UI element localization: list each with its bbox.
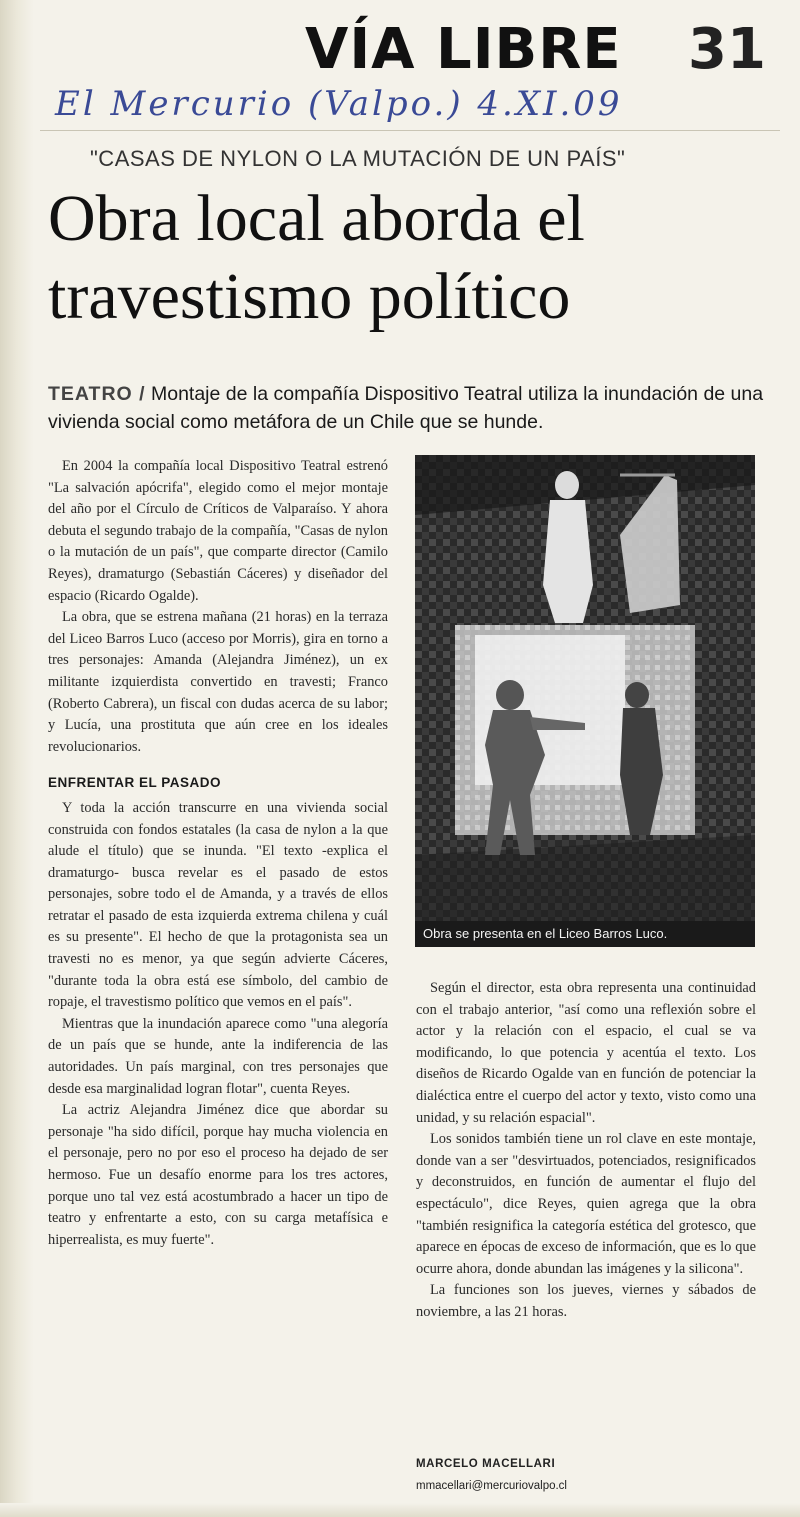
body-paragraph: La obra, que se estrena mañana (21 horas) en la terraza del Liceo Barros Luco (acceso por Morris), gira en torno a tres personajes: Amanda (Alejandra Jiménez), un ex militante izquierdista convertido en travesti; Franco (Roberto Cabrera), un fiscal con dudas acerca de su labor; y Lucía, una prostituta que aún cree en los ideales revolucionarios.	[48, 609, 388, 755]
author-email: mmacellari@mercuriovalpo.cl	[416, 1480, 567, 1492]
body-paragraph: Mientras que la inundación aparece como "una alegoría de un país que se hunde, ante la indiferencia de las autoridades. Un país marginal, con tres personajes que desde esa marginalidad logran flotar", cuenta Reyes.	[48, 1015, 388, 1097]
body-paragraph: La actriz Alejandra Jiménez dice que abordar su personaje "ha sido difícil, porque hay mucha violencia en el personaje, pero no por eso el proceso ha dejado de ser hermoso. Fue un desafío enorme para los tres actores, porque uno tal vez está acostumbrado a hacer un tipo de teatro y enfrentarte a esto, con su carga metafísica e hiperrealista, es muy fuerte".	[48, 1102, 388, 1248]
article-column-right	[416, 978, 756, 1324]
article-column-left	[48, 456, 388, 1251]
page-number: 31	[688, 17, 766, 82]
article-headline: Obra local aborda el travestismo político	[48, 182, 585, 333]
stage-photo-image	[415, 455, 755, 921]
photo-caption: Obra se presenta en el Liceo Barros Luco.	[415, 921, 755, 947]
article-subhead: ENFRENTAR EL PASADO	[48, 775, 222, 791]
body-paragraph: Los sonidos también tiene un rol clave en este montaje, donde van a ser "desvirtuados, potenciados, resignificados y deconstruidos, en función de aumentar el flujo del espectáculo", dice Reyes, quien agrega que la obra "también resignifica la categoría estética del grotesco, que aparece en épocas de exceso de información, que es lo que ocurre ahora, donde abundan las imágenes y la silicona".	[416, 1131, 756, 1277]
lede-text: Montaje de la compañía Dispositivo Teatral utiliza la inundación de una vivienda social como metáfora de un Chile que se hunde.	[48, 383, 764, 433]
handwritten-source-note: El Mercurio (Valpo.) 4.XI.09	[55, 84, 623, 124]
section-title: VÍA LIBRE	[305, 17, 622, 82]
body-paragraph: Y toda la acción transcurre en una vivienda social construida con fondos estatales (la casa de nylon a la que alude el título) que se inunda. "El texto -explica el dramaturgo- busca revelar es el pasado de estos personajes, sobre todo el de Amanda, y a través de ellos retratar el pasado de esta izquierda extrema chilena y cuál es su presente". El hecho de que la protagonista sea un travesti no es menor, ya que según advierte Cáceres, "durante toda la obra está ese símbolo, del cambio de ropaje, el travestismo político que vemos en el país".	[48, 799, 388, 1011]
body-paragraph: La funciones son los jueves, viernes y sábados de noviembre, a las 21 horas.	[416, 1282, 756, 1320]
article-photo	[415, 455, 755, 947]
article-kicker: "CASAS DE NYLON O LA MUTACIÓN DE UN PAÍS"	[90, 146, 626, 171]
lede-section-label: TEATRO /	[48, 383, 146, 405]
article-lede	[48, 380, 768, 436]
body-paragraph: Según el director, esta obra representa una continuidad con el trabajo anterior, "así como una reflexión sobre el actor y la relación con el espacio, el cual se va modificando, lo que potencia y acentúa el texto. Los diseños de Ricardo Ogalde van en función de potenciar la dialéctica entre el cuerpo del actor y texto, visto como una unidad, y su relación espacial".	[416, 980, 756, 1126]
body-paragraph: En 2004 la compañía local Dispositivo Teatral estrenó "La salvación apócrifa", elegido como el mejor montaje del año por el Círculo de Críticos de Valparaíso. Y ahora debuta el segundo trabajo de la compañía, "Casas de nylon o la mutación de un país", que comparte director (Camilo Reyes), dramaturgo (Sebastián Cáceres) y diseñador del espacio (Ricardo Ogalde).	[48, 458, 388, 604]
page-bottom-shadow	[0, 1503, 800, 1517]
page-edge-shadow	[0, 0, 34, 1517]
divider	[40, 130, 780, 131]
author-byline: MARCELO MACELLARI	[416, 1458, 556, 1470]
